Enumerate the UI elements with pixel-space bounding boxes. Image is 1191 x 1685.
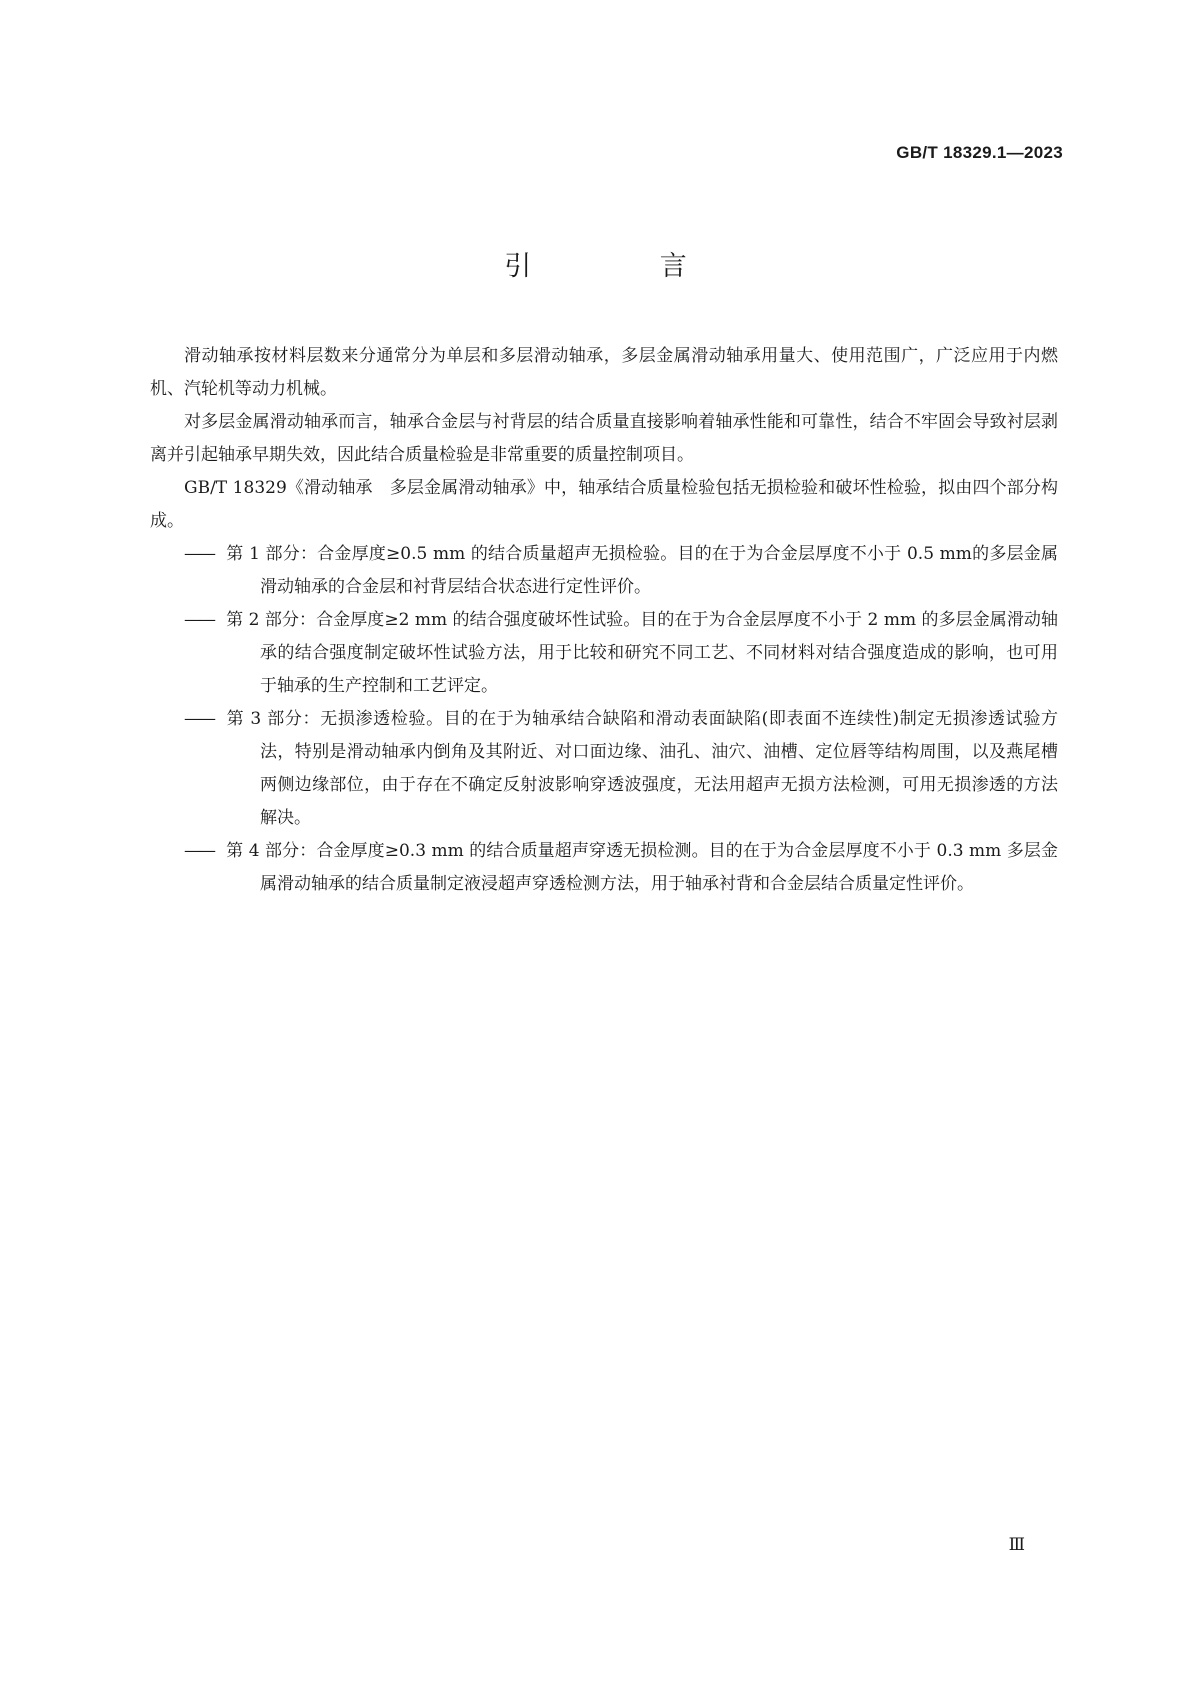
list-item bbox=[184, 604, 1058, 703]
page-number: Ⅲ bbox=[1008, 1535, 1025, 1554]
list-item-text: 第 3 部分：无损渗透检验。目的在于为轴承结合缺陷和滑动表面缺陷(即表面不连续性)制定无损渗透试验方法，特别是滑动轴承内倒角及其附近、对口面边缘、油孔、油穴、油槽、定位唇等结构周围，以及燕尾槽两侧边缘部位，由于存在不确定反射波影响穿透波强度，无法用超声无损方法检测，可用无损渗透的方法解决。 bbox=[226, 709, 1058, 828]
paragraph: 对多层金属滑动轴承而言，轴承合金层与衬背层的结合质量直接影响着轴承性能和可靠性，结合不牢固会导致衬层剥离并引起轴承早期失效，因此结合质量检验是非常重要的质量控制项目。 bbox=[150, 412, 1058, 465]
paragraph: 滑动轴承按材料层数来分通常分为单层和多层滑动轴承，多层金属滑动轴承用量大、使用范围广，广泛应用于内燃机、汽轮机等动力机械。 bbox=[150, 346, 1058, 399]
dash-marker: —— bbox=[184, 610, 214, 630]
dash-marker: —— bbox=[184, 544, 214, 564]
document-body bbox=[150, 340, 1058, 901]
standard-code: GB/T 18329.1—2023 bbox=[896, 143, 1063, 162]
dash-marker: —— bbox=[184, 709, 214, 729]
list-item-text: 第 4 部分：合金厚度≥0.3 mm 的结合质量超声穿透无损检测。目的在于为合金层厚度不小于 0.3 mm 多层金属滑动轴承的结合质量制定液浸超声穿透检测方法，用于轴承衬背和合金层结合质量定性评价。 bbox=[226, 841, 1058, 894]
paragraph: GB/T 18329《滑动轴承 多层金属滑动轴承》中，轴承结合质量检验包括无损检验和破坏性检验，拟由四个部分构成。 bbox=[150, 478, 1058, 531]
list-item-text: 第 2 部分：合金厚度≥2 mm 的结合强度破坏性试验。目的在于为合金层厚度不小于 2 mm 的多层金属滑动轴承的结合强度制定破坏性试验方法，用于比较和研究不同工艺、不同材料对结合强度造成的影响，也可用于轴承的生产控制和工艺评定。 bbox=[226, 610, 1058, 696]
page-title: 引 言 bbox=[504, 251, 747, 282]
list-item bbox=[184, 538, 1058, 604]
list-item bbox=[184, 703, 1058, 835]
list-item bbox=[184, 835, 1058, 901]
list-item-text: 第 1 部分：合金厚度≥0.5 mm 的结合质量超声无损检验。目的在于为合金层厚度不小于 0.5 mm的多层金属滑动轴承的合金层和衬背层结合状态进行定性评价。 bbox=[226, 544, 1058, 597]
dash-marker: —— bbox=[184, 841, 214, 861]
